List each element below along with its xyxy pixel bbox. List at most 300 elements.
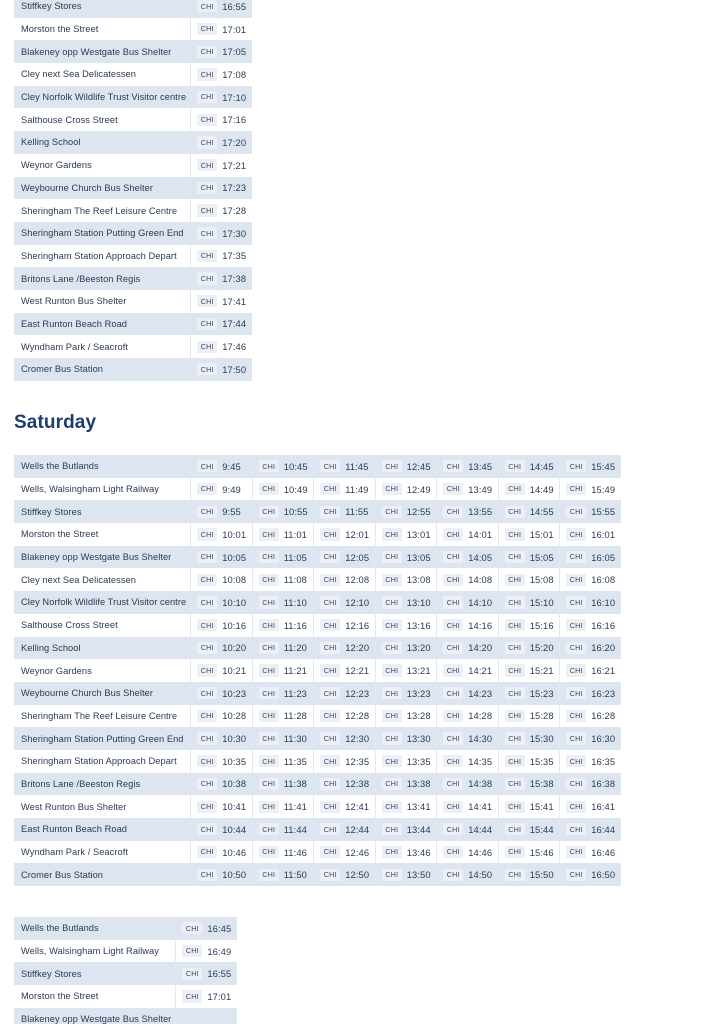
departure-time: 15:20 xyxy=(529,642,554,654)
departure-time-cell xyxy=(191,455,253,478)
departure-time-cell xyxy=(437,818,499,841)
departure-time: 14:44 xyxy=(468,823,493,835)
table-row xyxy=(14,591,621,614)
operator-badge: CHI xyxy=(197,506,217,518)
operator-badge: CHI xyxy=(505,619,525,631)
weekday-evening-timetable-table xyxy=(14,0,252,381)
operator-badge: CHI xyxy=(382,801,402,813)
table-row xyxy=(14,863,621,886)
operator-badge: CHI xyxy=(320,506,340,518)
operator-badge: CHI xyxy=(197,159,217,171)
departure-time-cell xyxy=(314,705,376,728)
departure-time: 10:46 xyxy=(222,846,247,858)
operator-badge: CHI xyxy=(566,574,586,586)
operator-badge: CHI xyxy=(566,869,586,881)
operator-badge: CHI xyxy=(197,619,217,631)
departure-time-cell xyxy=(498,659,560,682)
departure-time: 13:38 xyxy=(406,778,431,790)
departure-time-cell xyxy=(560,591,622,614)
departure-time: 13:08 xyxy=(406,574,431,586)
departure-time: 13:41 xyxy=(406,801,431,813)
departure-time-cell xyxy=(437,705,499,728)
departure-time-cell xyxy=(437,795,499,818)
departure-time-cell xyxy=(252,750,314,773)
stop-name-cell: Sheringham Station Approach Depart xyxy=(14,245,191,268)
departure-time: 13:20 xyxy=(406,642,431,654)
departure-time: 15:21 xyxy=(529,665,554,677)
operator-badge: CHI xyxy=(197,755,217,767)
departure-time: 12:46 xyxy=(345,846,370,858)
stop-name-cell: Wyndham Park / Seacroft xyxy=(14,841,191,864)
departure-time-cell xyxy=(252,705,314,728)
departure-time: 14:21 xyxy=(468,665,493,677)
departure-time-cell xyxy=(191,841,253,864)
departure-time: 16:45 xyxy=(207,922,232,934)
departure-time: 13:21 xyxy=(406,665,431,677)
stop-name-cell: Britons Lane /Beeston Regis xyxy=(14,773,191,796)
departure-time-cell xyxy=(375,659,437,682)
table-row xyxy=(14,750,621,773)
departure-time: 16:44 xyxy=(591,823,616,835)
departure-time: 12:05 xyxy=(345,551,370,563)
departure-time: 12:23 xyxy=(345,687,370,699)
operator-badge: CHI xyxy=(259,801,279,813)
departure-time-cell xyxy=(560,523,622,546)
departure-time: 13:50 xyxy=(406,869,431,881)
operator-badge: CHI xyxy=(259,755,279,767)
saturday-heading: Saturday xyxy=(14,412,97,433)
departure-time: 16:38 xyxy=(591,778,616,790)
stop-name-cell: Stiffkey Stores xyxy=(14,962,176,985)
operator-badge: CHI xyxy=(382,755,402,767)
departure-time: 11:41 xyxy=(283,801,307,813)
stop-name-cell: Kelling School xyxy=(14,131,191,154)
table-row xyxy=(14,705,621,728)
departure-time: 14:16 xyxy=(468,619,493,631)
departure-time: 14:20 xyxy=(468,642,493,654)
departure-time: 15:28 xyxy=(529,710,554,722)
operator-badge: CHI xyxy=(505,732,525,744)
departure-time-cell xyxy=(191,108,253,131)
operator-badge: CHI xyxy=(566,687,586,699)
operator-badge: CHI xyxy=(443,506,463,518)
table-row xyxy=(14,63,252,86)
departure-time-cell xyxy=(498,546,560,569)
operator-badge: CHI xyxy=(443,846,463,858)
operator-badge: CHI xyxy=(259,710,279,722)
operator-badge: CHI xyxy=(320,619,340,631)
operator-badge: CHI xyxy=(443,755,463,767)
operator-badge: CHI xyxy=(197,574,217,586)
departure-time-cell xyxy=(437,568,499,591)
departure-time: 15:44 xyxy=(529,823,554,835)
departure-time-cell xyxy=(437,500,499,523)
departure-time-cell xyxy=(252,614,314,637)
operator-badge: CHI xyxy=(566,483,586,495)
departure-time-cell xyxy=(375,546,437,569)
operator-badge: CHI xyxy=(259,483,279,495)
operator-badge: CHI xyxy=(566,664,586,676)
operator-badge: CHI xyxy=(443,823,463,835)
operator-badge: CHI xyxy=(443,869,463,881)
departure-time-cell xyxy=(375,478,437,501)
departure-time-cell xyxy=(437,546,499,569)
operator-badge: CHI xyxy=(505,778,525,790)
operator-badge: CHI xyxy=(566,642,586,654)
departure-time: 17:46 xyxy=(222,341,247,353)
operator-badge: CHI xyxy=(197,46,217,58)
departure-time: 13:16 xyxy=(406,619,431,631)
departure-time: 10:05 xyxy=(222,551,247,563)
operator-badge: CHI xyxy=(505,460,525,472)
departure-time: 12:35 xyxy=(345,755,370,767)
operator-badge: CHI xyxy=(443,551,463,563)
operator-badge: CHI xyxy=(320,846,340,858)
departure-time-cell xyxy=(560,455,622,478)
departure-time-cell xyxy=(176,940,238,963)
stop-name-cell: Weynor Gardens xyxy=(14,154,191,177)
departure-time: 17:28 xyxy=(222,205,247,217)
departure-time: 14:30 xyxy=(468,733,493,745)
departure-time-cell xyxy=(252,523,314,546)
operator-badge: CHI xyxy=(197,664,217,676)
operator-badge: CHI xyxy=(197,846,217,858)
departure-time: 14:46 xyxy=(468,846,493,858)
departure-time: 14:01 xyxy=(468,528,493,540)
departure-time: 16:55 xyxy=(222,0,247,12)
departure-time: 13:45 xyxy=(468,460,493,472)
departure-time-cell xyxy=(498,500,560,523)
departure-time: 15:41 xyxy=(529,801,554,813)
departure-time-cell xyxy=(560,727,622,750)
operator-badge: CHI xyxy=(197,869,217,881)
operator-badge: CHI xyxy=(505,528,525,540)
stop-name-cell: Wells the Butlands xyxy=(14,917,176,940)
departure-time-cell xyxy=(252,455,314,478)
departure-time-cell xyxy=(375,795,437,818)
table-row xyxy=(14,0,252,18)
departure-time: 13:49 xyxy=(468,483,493,495)
stop-name-cell: Britons Lane /Beeston Regis xyxy=(14,267,191,290)
operator-badge: CHI xyxy=(197,551,217,563)
departure-time: 16:01 xyxy=(591,528,616,540)
departure-time-cell xyxy=(314,500,376,523)
departure-time: 16:41 xyxy=(591,801,616,813)
operator-badge: CHI xyxy=(197,272,217,284)
operator-badge: CHI xyxy=(443,778,463,790)
operator-badge: CHI xyxy=(566,619,586,631)
departure-time: 12:20 xyxy=(345,642,370,654)
departure-time: 11:46 xyxy=(283,846,307,858)
departure-time: 17:10 xyxy=(222,91,247,103)
table-body xyxy=(14,0,252,381)
departure-time: 15:50 xyxy=(529,869,554,881)
operator-badge: CHI xyxy=(197,528,217,540)
operator-badge: CHI xyxy=(182,968,202,980)
departure-time-cell xyxy=(191,727,253,750)
stop-name-cell: Sheringham Station Putting Green End xyxy=(14,727,191,750)
departure-time-cell xyxy=(314,841,376,864)
departure-time-cell xyxy=(252,591,314,614)
departure-time: 15:46 xyxy=(529,846,554,858)
departure-time: 15:23 xyxy=(529,687,554,699)
departure-time-cell xyxy=(375,750,437,773)
operator-badge: CHI xyxy=(320,778,340,790)
departure-time-cell xyxy=(314,795,376,818)
departure-time: 16:30 xyxy=(591,733,616,745)
operator-badge: CHI xyxy=(197,483,217,495)
table-row xyxy=(14,199,252,222)
departure-time-cell xyxy=(498,750,560,773)
departure-time: 11:01 xyxy=(283,528,307,540)
departure-time-cell xyxy=(191,659,253,682)
departure-time-cell xyxy=(252,568,314,591)
departure-time-cell xyxy=(560,478,622,501)
stop-name-cell: Kelling School xyxy=(14,637,191,660)
stop-name-cell: Morston the Street xyxy=(14,985,176,1008)
operator-badge: CHI xyxy=(259,869,279,881)
departure-time: 15:49 xyxy=(591,483,616,495)
departure-time: 11:16 xyxy=(283,619,307,631)
table-row xyxy=(14,773,621,796)
departure-time-cell xyxy=(560,818,622,841)
departure-time-cell xyxy=(375,773,437,796)
table-row xyxy=(14,795,621,818)
table-row xyxy=(14,358,252,381)
operator-badge: CHI xyxy=(505,483,525,495)
departure-time: 14:50 xyxy=(468,869,493,881)
departure-time-cell xyxy=(191,637,253,660)
departure-time: 16:46 xyxy=(591,846,616,858)
departure-time-cell xyxy=(252,682,314,705)
departure-time-cell xyxy=(191,313,253,336)
departure-time: 10:01 xyxy=(222,528,247,540)
stop-name-cell: Cley Norfolk Wildlife Trust Visitor centre xyxy=(14,86,191,109)
departure-time: 11:28 xyxy=(283,710,307,722)
departure-time: 16:23 xyxy=(591,687,616,699)
departure-time: 12:50 xyxy=(345,869,370,881)
operator-badge: CHI xyxy=(197,341,217,353)
departure-time-cell xyxy=(498,637,560,660)
operator-badge: CHI xyxy=(197,295,217,307)
table-row xyxy=(14,313,252,336)
departure-time: 13:10 xyxy=(406,596,431,608)
table-row xyxy=(14,222,252,245)
departure-time-cell xyxy=(191,863,253,886)
departure-time: 12:38 xyxy=(345,778,370,790)
departure-time-cell xyxy=(375,637,437,660)
operator-badge: CHI xyxy=(382,642,402,654)
departure-time-cell xyxy=(375,614,437,637)
operator-badge: CHI xyxy=(182,922,202,934)
departure-time-cell xyxy=(498,773,560,796)
departure-time-cell xyxy=(191,568,253,591)
departure-time-cell xyxy=(560,682,622,705)
operator-badge: CHI xyxy=(259,460,279,472)
departure-time-cell xyxy=(314,591,376,614)
departure-time: 17:01 xyxy=(207,990,232,1002)
departure-time: 9:45 xyxy=(222,460,241,472)
departure-time-cell xyxy=(191,500,253,523)
operator-badge: CHI xyxy=(505,869,525,881)
operator-badge: CHI xyxy=(443,596,463,608)
departure-time: 11:50 xyxy=(283,869,307,881)
operator-badge: CHI xyxy=(197,363,217,375)
operator-badge: CHI xyxy=(320,755,340,767)
departure-time-cell xyxy=(176,917,238,940)
departure-time-cell xyxy=(375,727,437,750)
departure-time-cell xyxy=(498,614,560,637)
operator-badge: CHI xyxy=(320,687,340,699)
operator-badge: CHI xyxy=(197,250,217,262)
departure-time-cell xyxy=(437,773,499,796)
departure-time-cell xyxy=(191,358,253,381)
departure-time-cell xyxy=(560,568,622,591)
operator-badge: CHI xyxy=(382,778,402,790)
table-row xyxy=(14,1008,237,1024)
departure-time-cell xyxy=(314,546,376,569)
departure-time: 11:45 xyxy=(345,460,369,472)
departure-time-cell xyxy=(176,1008,238,1024)
departure-time: 17:38 xyxy=(222,273,247,285)
departure-time: 17:23 xyxy=(222,182,247,194)
departure-time: 15:08 xyxy=(529,574,554,586)
operator-badge: CHI xyxy=(382,710,402,722)
operator-badge: CHI xyxy=(320,596,340,608)
departure-time: 11:35 xyxy=(283,755,307,767)
operator-badge: CHI xyxy=(197,204,217,216)
operator-badge: CHI xyxy=(382,846,402,858)
departure-time-cell xyxy=(314,568,376,591)
stop-name-cell: Sheringham The Reef Leisure Centre xyxy=(14,199,191,222)
departure-time: 10:35 xyxy=(222,755,247,767)
departure-time: 13:44 xyxy=(406,823,431,835)
operator-badge: CHI xyxy=(443,483,463,495)
stop-name-cell: West Runton Bus Shelter xyxy=(14,290,191,313)
departure-time: 11:05 xyxy=(283,551,307,563)
departure-time-cell xyxy=(191,290,253,313)
departure-time: 14:35 xyxy=(468,755,493,767)
departure-time: 15:35 xyxy=(529,755,554,767)
departure-time-cell xyxy=(498,455,560,478)
departure-time: 15:55 xyxy=(591,506,616,518)
departure-time: 12:21 xyxy=(345,665,370,677)
departure-time-cell xyxy=(375,863,437,886)
departure-time: 15:30 xyxy=(529,733,554,745)
operator-badge: CHI xyxy=(443,732,463,744)
departure-time-cell xyxy=(560,500,622,523)
operator-badge: CHI xyxy=(566,778,586,790)
departure-time-cell xyxy=(498,591,560,614)
table-row xyxy=(14,841,621,864)
operator-badge: CHI xyxy=(382,732,402,744)
departure-time-cell xyxy=(498,682,560,705)
operator-badge: CHI xyxy=(259,528,279,540)
operator-badge: CHI xyxy=(320,869,340,881)
stop-name-cell: Sheringham Station Putting Green End xyxy=(14,222,191,245)
table-row xyxy=(14,637,621,660)
table-row xyxy=(14,154,252,177)
departure-time: 9:49 xyxy=(222,483,241,495)
operator-badge: CHI xyxy=(259,823,279,835)
operator-badge: CHI xyxy=(505,664,525,676)
departure-time: 11:10 xyxy=(283,596,307,608)
departure-time: 16:50 xyxy=(591,869,616,881)
operator-badge: CHI xyxy=(505,755,525,767)
departure-time: 11:23 xyxy=(283,687,307,699)
operator-badge: CHI xyxy=(382,823,402,835)
departure-time: 16:05 xyxy=(591,551,616,563)
operator-badge: CHI xyxy=(320,710,340,722)
departure-time-cell xyxy=(191,18,253,41)
departure-time: 10:21 xyxy=(222,665,247,677)
departure-time: 13:28 xyxy=(406,710,431,722)
departure-time: 11:55 xyxy=(345,506,369,518)
operator-badge: CHI xyxy=(505,574,525,586)
departure-time: 11:20 xyxy=(283,642,307,654)
operator-badge: CHI xyxy=(197,732,217,744)
table-row xyxy=(14,659,621,682)
departure-time-cell xyxy=(191,795,253,818)
operator-badge: CHI xyxy=(320,664,340,676)
operator-badge: CHI xyxy=(259,574,279,586)
stop-name-cell: Stiffkey Stores xyxy=(14,0,191,18)
stop-name-cell: Sheringham Station Approach Depart xyxy=(14,750,191,773)
departure-time: 13:05 xyxy=(406,551,431,563)
operator-badge: CHI xyxy=(505,801,525,813)
operator-badge: CHI xyxy=(382,687,402,699)
departure-time: 10:23 xyxy=(222,687,247,699)
departure-time: 16:28 xyxy=(591,710,616,722)
departure-time: 16:10 xyxy=(591,596,616,608)
departure-time: 13:23 xyxy=(406,687,431,699)
operator-badge: CHI xyxy=(505,551,525,563)
saturday-timetable-table xyxy=(14,455,621,886)
stop-name-cell: Morston the Street xyxy=(14,523,191,546)
departure-time-cell xyxy=(252,727,314,750)
departure-time-cell xyxy=(437,659,499,682)
departure-time: 16:21 xyxy=(591,665,616,677)
departure-time: 12:08 xyxy=(345,574,370,586)
operator-badge: CHI xyxy=(382,869,402,881)
departure-time: 10:45 xyxy=(283,460,308,472)
operator-badge: CHI xyxy=(566,846,586,858)
operator-badge: CHI xyxy=(197,460,217,472)
stop-name-cell: Salthouse Cross Street xyxy=(14,614,191,637)
departure-time-cell xyxy=(437,614,499,637)
departure-time: 12:28 xyxy=(345,710,370,722)
operator-badge: CHI xyxy=(320,732,340,744)
stop-name-cell: Wells the Butlands xyxy=(14,455,191,478)
table-row xyxy=(14,500,621,523)
operator-badge: CHI xyxy=(182,945,202,957)
operator-badge: CHI xyxy=(259,778,279,790)
table-row xyxy=(14,917,237,940)
table-row xyxy=(14,245,252,268)
operator-badge: CHI xyxy=(197,0,217,12)
departure-time-cell xyxy=(252,659,314,682)
departure-time: 10:28 xyxy=(222,710,247,722)
stop-name-cell: West Runton Bus Shelter xyxy=(14,795,191,818)
stop-name-cell: Wells, Walsingham Light Railway xyxy=(14,940,176,963)
operator-badge: CHI xyxy=(566,551,586,563)
departure-time: 15:38 xyxy=(529,778,554,790)
departure-time-cell xyxy=(375,591,437,614)
departure-time-cell xyxy=(252,478,314,501)
operator-badge: CHI xyxy=(197,182,217,194)
operator-badge: CHI xyxy=(566,732,586,744)
departure-time-cell xyxy=(560,659,622,682)
